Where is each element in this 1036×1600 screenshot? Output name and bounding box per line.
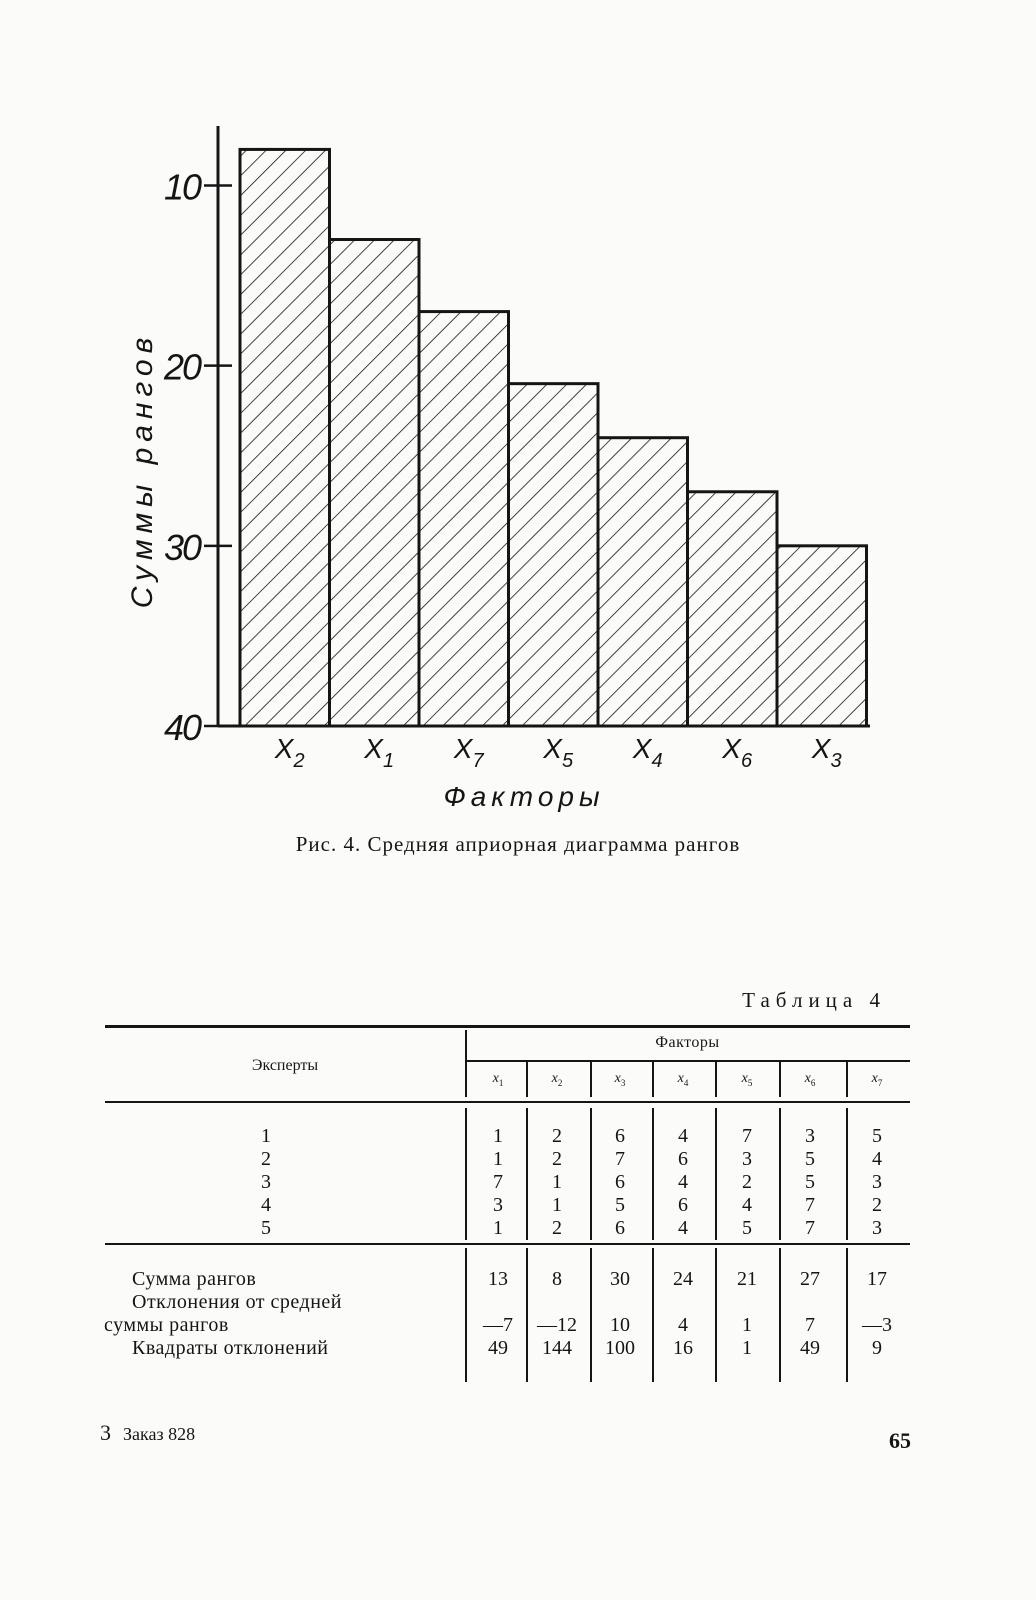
table-top-rule xyxy=(105,1025,910,1028)
y-tick-label-20: 20 xyxy=(163,346,200,388)
column-divider xyxy=(465,1030,467,1062)
rank-cell: 4 xyxy=(678,1171,688,1193)
deviation-cell: 7 xyxy=(805,1314,815,1336)
rank-cell: 4 xyxy=(872,1148,882,1170)
y-axis-title: Суммы рангов xyxy=(126,331,159,609)
square-cell: 49 xyxy=(800,1337,820,1359)
factor-column-header-x4: $x_4$ xyxy=(677,1071,689,1088)
rank-cell: 6 xyxy=(678,1148,688,1170)
factor-column-header-x7: $x_7$ xyxy=(871,1071,883,1088)
sum-cell: 21 xyxy=(737,1268,757,1290)
expert-number: 2 xyxy=(261,1148,271,1170)
deviation-cell: 4 xyxy=(678,1314,688,1336)
square-cell: 9 xyxy=(872,1337,882,1359)
factor-column-header-x1: $x_1$ xyxy=(492,1071,504,1088)
factor-column-header-x2: $x_2$ xyxy=(551,1071,563,1088)
rank-cell: 2 xyxy=(742,1171,752,1193)
square-cell: 49 xyxy=(488,1337,508,1359)
deviation-cell: 1 xyxy=(742,1314,752,1336)
rank-cell: 5 xyxy=(872,1125,882,1147)
deviation-label-line1: Отклонения от средней xyxy=(132,1291,342,1313)
y-tick-label-10: 10 xyxy=(163,166,200,208)
rank-cell: 2 xyxy=(552,1217,562,1239)
rank-cell: 4 xyxy=(678,1217,688,1239)
sum-cell: 27 xyxy=(800,1268,820,1290)
rank-cell: 5 xyxy=(742,1217,752,1239)
sum-cell: 24 xyxy=(673,1268,693,1290)
x-tick-label-x6: $X_6$ xyxy=(722,733,753,772)
sum-cell: 13 xyxy=(488,1268,508,1290)
square-cell: 144 xyxy=(542,1337,572,1359)
rank-cell: 2 xyxy=(872,1194,882,1216)
expert-number: 4 xyxy=(261,1194,271,1216)
experts-column-header: Эксперты xyxy=(251,1057,319,1074)
rank-cell: 6 xyxy=(615,1171,625,1193)
rank-cell: 3 xyxy=(872,1171,882,1193)
rank-cell: 4 xyxy=(742,1194,752,1216)
x-axis-title: Факторы xyxy=(443,781,605,812)
deviation-cell: —3 xyxy=(862,1314,892,1336)
x-tick-label-x5: $X_5$ xyxy=(543,733,574,772)
bar-x4 xyxy=(598,438,688,726)
rank-cell: 3 xyxy=(742,1148,752,1170)
rank-cell: 1 xyxy=(552,1171,562,1193)
rank-cell: 2 xyxy=(552,1125,562,1147)
bar-x2 xyxy=(240,149,330,726)
factor-column-header-x6: $x_6$ xyxy=(804,1071,816,1088)
deviation-cell: —12 xyxy=(537,1314,577,1336)
body-bottom-rule xyxy=(105,1243,910,1245)
rank-cell: 6 xyxy=(678,1194,688,1216)
order-number: Заказ 828 xyxy=(123,1424,196,1444)
square-cell: 16 xyxy=(673,1337,693,1359)
expert-number: 3 xyxy=(261,1171,271,1193)
x-tick-label-x2: $X_2$ xyxy=(274,733,305,772)
x-tick-label-x4: $X_4$ xyxy=(632,733,663,772)
bar-x5 xyxy=(509,384,599,726)
table-title: Таблица 4 xyxy=(742,988,886,1012)
y-tick-label-30: 30 xyxy=(163,526,200,568)
sum-cell: 17 xyxy=(867,1268,887,1290)
expert-number: 1 xyxy=(261,1125,271,1147)
x-tick-label-x1: $X_1$ xyxy=(364,733,395,772)
footer-left xyxy=(100,1420,195,1446)
factors-header-rule xyxy=(465,1060,910,1062)
factor-column-header-x5: $x_5$ xyxy=(741,1071,753,1088)
deviation-label-line2: суммы рангов xyxy=(104,1314,229,1336)
rank-cell: 3 xyxy=(805,1125,815,1147)
bar-x1 xyxy=(330,240,420,726)
square-cell: 100 xyxy=(605,1337,635,1359)
sum-label: Сумма рангов xyxy=(132,1268,257,1290)
rank-cell: 3 xyxy=(872,1217,882,1239)
rank-cell: 5 xyxy=(805,1148,815,1170)
column-divider xyxy=(465,1108,467,1240)
rank-cell: 3 xyxy=(493,1194,503,1216)
rank-cell: 7 xyxy=(805,1194,815,1216)
x-tick-label-x7: $X_7$ xyxy=(453,733,484,772)
sum-cell: 8 xyxy=(552,1268,562,1290)
page-number: 65 xyxy=(889,1428,911,1453)
deviation-cell: —7 xyxy=(483,1314,513,1336)
square-cell: 1 xyxy=(742,1337,752,1359)
factor-column-header-x3: $x_3$ xyxy=(614,1071,626,1088)
expert-number: 5 xyxy=(261,1217,271,1239)
y-tick-label-40: 40 xyxy=(163,707,200,748)
bar-x7 xyxy=(419,312,509,726)
rank-cell: 5 xyxy=(615,1194,625,1216)
rank-cell: 1 xyxy=(552,1194,562,1216)
rank-cell: 4 xyxy=(678,1125,688,1147)
rank-cell: 6 xyxy=(615,1217,625,1239)
rank-cell: 5 xyxy=(805,1171,815,1193)
rank-cell: 7 xyxy=(742,1125,752,1147)
rank-cell: 7 xyxy=(805,1217,815,1239)
rank-cell: 1 xyxy=(493,1125,503,1147)
header-bottom-rule xyxy=(105,1101,910,1103)
rank-cell: 1 xyxy=(493,1217,503,1239)
squares-label: Квадраты отклонений xyxy=(132,1337,329,1359)
rank-cell: 1 xyxy=(493,1148,503,1170)
factors-group-header: Факторы xyxy=(655,1034,720,1051)
x-tick-label-x3: $X_3$ xyxy=(811,733,842,772)
column-divider xyxy=(465,1062,467,1097)
deviation-cell: 10 xyxy=(610,1314,630,1336)
bar-x3 xyxy=(777,546,867,726)
figure-caption: Рис. 4. Средняя априорная диаграмма рангов xyxy=(295,832,741,856)
rank-cell: 6 xyxy=(615,1125,625,1147)
rank-cell: 7 xyxy=(493,1171,503,1193)
sheet-number: 3 xyxy=(100,1420,111,1445)
bar-x6 xyxy=(688,492,778,726)
column-divider xyxy=(465,1248,467,1382)
rank-cell: 2 xyxy=(552,1148,562,1170)
rank-cell: 7 xyxy=(615,1148,625,1170)
sum-cell: 30 xyxy=(610,1268,630,1290)
